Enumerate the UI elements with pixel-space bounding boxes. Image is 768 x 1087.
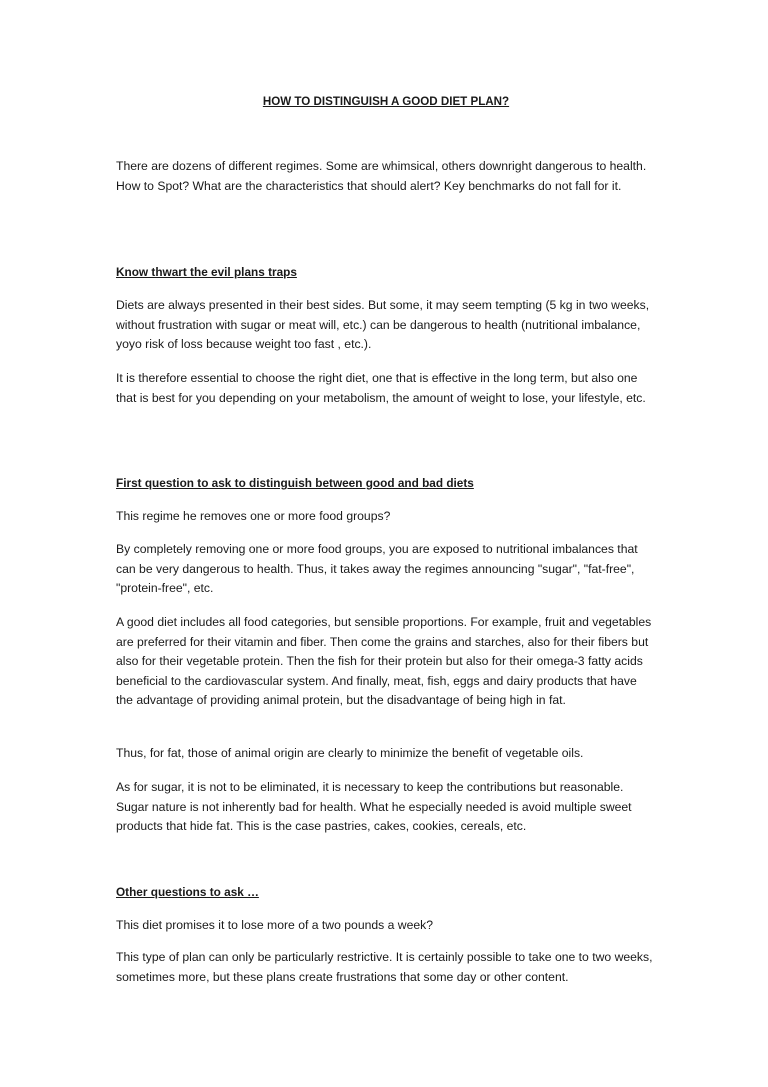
paragraph-traps-1: Diets are always presented in their best sides. But some, it may seem tempting (5 kg in two weeks, without frustration with sugar or meat will, etc.) can be dangerous to health (nutritional imbalance, yoyo risk of loss because weight too fast , etc.). <box>116 298 650 352</box>
paragraph-first-question-3: A good diet includes all food categories, but sensible proportions. For example, fruit and vegetables are preferred for their vitamin and fiber. Then come the grains and starches, also for their fibers but also for their vegetable protein. Then the fish for their protein but also for their omega-3 fatty acids beneficial to the cardiovascular system. And finally, meat, fish, eggs and dairy products that have the advantage of providing animal protein, but the disadvantage of being high in fat. <box>116 615 652 708</box>
paragraph-first-question-5: As for sugar, it is not to be eliminated, it is necessary to keep the contributions but reasonable. Sugar nature is not inherently bad for health. What he especially needed is avoid multiple sweet products that hide fat. This is the case pastries, cakes, cookies, cereals, etc. <box>116 780 632 834</box>
document-title: HOW TO DISTINGUISH A GOOD DIET PLAN? <box>262 95 510 108</box>
paragraph-traps-2: It is therefore essential to choose the right diet, one that is effective in the long term, but also one that is best for you depending on your metabolism, the amount of weight to lose, your lifestyle, etc. <box>116 371 646 405</box>
paragraph-first-question-2: By completely removing one or more food groups, you are exposed to nutritional imbalances that can be very dangerous to health. Thus, it takes away the regimes announcing "sugar", "fat-free", "protein-free", etc. <box>116 542 638 596</box>
intro-paragraph: There are dozens of different regimes. Some are whimsical, others downright dangerous to health. How to Spot? What are the characteristics that should alert? Key benchmarks do not fall for it. <box>116 159 647 193</box>
paragraph-first-question-4: Thus, for fat, those of animal origin are clearly to minimize the benefit of vegetable oils. <box>116 746 584 760</box>
paragraph-first-question-1: This regime he removes one or more food groups? <box>116 509 391 523</box>
section-heading-first-question: First question to ask to distinguish between good and bad diets <box>116 476 474 490</box>
section-heading-other-questions: Other questions to ask … <box>116 885 259 899</box>
paragraph-other-questions-2: This type of plan can only be particularly restrictive. It is certainly possible to take one to two weeks, sometimes more, but these plans create frustrations that some day or other content. <box>116 950 653 984</box>
section-heading-traps: Know thwart the evil plans traps <box>116 265 297 279</box>
paragraph-other-questions-1: This diet promises it to lose more of a two pounds a week? <box>116 918 434 932</box>
